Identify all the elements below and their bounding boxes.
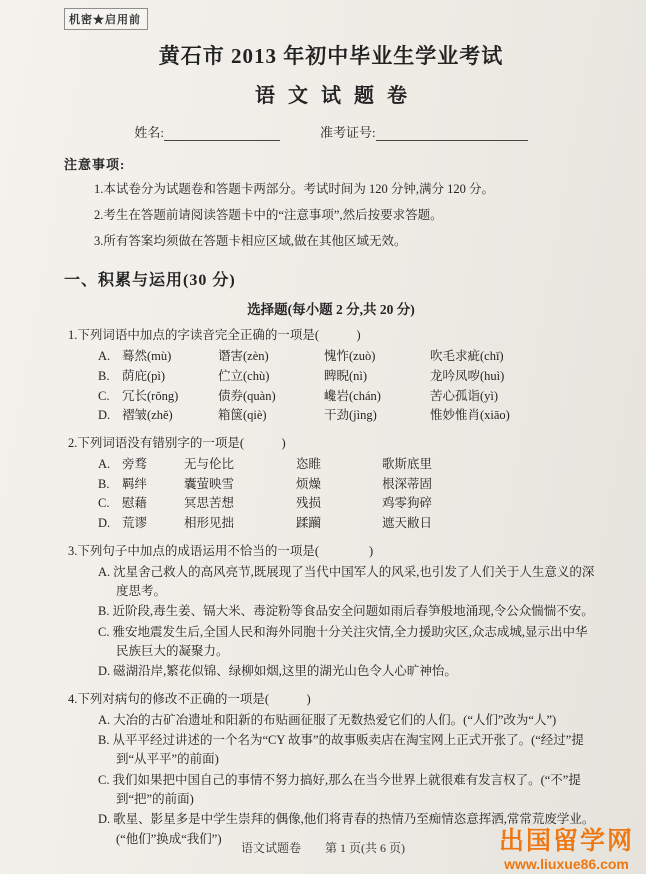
page-content bbox=[64, 8, 598, 849]
question-1-stem: 1.下列词语中加点的字读音完全正确的一项是( ) bbox=[68, 328, 361, 343]
option-text: 从平平经过讲述的一个名为“CY 故事”的故事贩卖店在淘宝网上正式开张了。(“经过”提到“从平平”的前面) bbox=[112, 732, 584, 767]
option-word: 惟妙惟肖(xiāo) bbox=[430, 408, 510, 423]
option-word: 无与伦比 bbox=[184, 456, 235, 471]
classification-stamp: 机密★启用前 bbox=[64, 8, 148, 30]
option-word: 箱箧(qiè) bbox=[218, 408, 267, 423]
option-label: D. bbox=[98, 812, 111, 827]
option-label: A. bbox=[98, 456, 111, 471]
option-word: 根深蒂固 bbox=[382, 476, 433, 491]
notice-item-1: 1.本试卷分为试题卷和答题卡两部分。考试时间为 120 分钟,满分 120 分。 bbox=[94, 182, 495, 196]
option-word: 冗长(rǒng) bbox=[122, 388, 179, 403]
option-word: 鸡零狗碎 bbox=[382, 496, 433, 511]
option-word: 债券(quàn) bbox=[218, 388, 276, 403]
option-label: B. bbox=[98, 476, 110, 491]
option-word: 巉岩(chán) bbox=[324, 388, 381, 403]
watermark-site-name: 出国留学网 bbox=[498, 827, 634, 856]
notice-block bbox=[64, 154, 598, 250]
question-1-option-d bbox=[98, 406, 598, 426]
question-1-option-b bbox=[98, 367, 598, 387]
option-word: 恣睢 bbox=[296, 456, 322, 471]
ticket-label: 准考证号: bbox=[320, 125, 376, 140]
question-1 bbox=[64, 326, 598, 426]
question-1-option-c bbox=[98, 387, 598, 407]
option-word: 残损 bbox=[296, 496, 322, 511]
name-blank-line bbox=[164, 126, 280, 141]
option-word: 歌斯底里 bbox=[382, 456, 433, 471]
option-word: 龙吟凤哕(huì) bbox=[430, 368, 505, 383]
option-label: D. bbox=[98, 516, 111, 530]
option-text: 大冶的古矿冶遗址和阳新的布贴画征服了无数热爱它们的人们。(“人们”改为“人”) bbox=[113, 712, 557, 727]
paper-subtitle: 语文试题卷 bbox=[255, 85, 420, 107]
question-3-option-c bbox=[98, 623, 598, 662]
option-word: 羁绊 bbox=[122, 476, 148, 491]
question-2 bbox=[64, 434, 598, 534]
option-word: 褶皱(zhě) bbox=[122, 408, 173, 423]
watermark-url: www.liuxue86.com bbox=[504, 855, 629, 872]
question-2-option-d bbox=[98, 514, 598, 534]
option-word: 遮天敝日 bbox=[382, 516, 433, 530]
option-text: 我们如果把中国自己的事情不努力搞好,那么在当今世界上就很难有发言权了。(“不”提到“把”的前面) bbox=[112, 772, 581, 806]
option-label: C. bbox=[98, 772, 110, 787]
option-label: A. bbox=[98, 349, 111, 363]
notice-title: 注意事项: bbox=[64, 157, 126, 172]
question-4 bbox=[64, 690, 598, 849]
option-word: 愧怍(zuò) bbox=[324, 349, 376, 363]
question-3-option-a bbox=[98, 563, 598, 602]
option-word: 睥睨(nì) bbox=[324, 368, 368, 383]
option-label: C. bbox=[98, 496, 110, 511]
candidate-info-line bbox=[64, 122, 598, 141]
question-2-option-a bbox=[98, 455, 598, 475]
exam-title: 黄石市 2013 年初中毕业生学业考试 bbox=[158, 44, 504, 68]
question-2-option-b bbox=[98, 475, 598, 495]
option-label: D. bbox=[98, 664, 111, 679]
ticket-blank-line bbox=[376, 126, 528, 141]
option-word: 烦燥 bbox=[296, 476, 322, 491]
option-word: 蹂躏 bbox=[296, 516, 322, 530]
page-footer: 语文试题卷 第 1 页(共 6 页) bbox=[241, 841, 405, 855]
question-4-stem: 4.下列对病句的修改不正确的一项是( ) bbox=[68, 691, 311, 706]
option-text: 雅安地震发生后,全国人民和海外同胞十分关注灾情,全力援助灾区,众志成城,显示出中华民族巨大的凝聚力。 bbox=[112, 624, 588, 658]
question-3 bbox=[64, 542, 598, 682]
name-label: 姓名: bbox=[134, 125, 164, 140]
option-word: 干劲(jìng) bbox=[324, 408, 377, 423]
option-word: 旁骛 bbox=[122, 456, 148, 471]
option-label: B. bbox=[98, 604, 110, 619]
option-word: 吹毛求疵(chī) bbox=[430, 349, 504, 363]
option-label: A. bbox=[98, 712, 111, 727]
option-word: 荒谬 bbox=[122, 516, 148, 530]
section-heading: 一、积累与运用(30 分) bbox=[64, 272, 236, 290]
option-label: A. bbox=[98, 564, 111, 579]
option-word: 相形见拙 bbox=[184, 516, 235, 530]
option-text: 磁湖沿岸,繁花似锦、绿柳如烟,这里的湖光山色令人心旷神怡。 bbox=[113, 664, 457, 679]
option-word: 伫立(chù) bbox=[218, 368, 270, 383]
question-1-option-a bbox=[98, 347, 598, 367]
option-word: 苦心孤诣(yì) bbox=[430, 388, 499, 403]
option-word: 冥思苦想 bbox=[184, 496, 235, 511]
section-subheading: 选择题(每小题 2 分,共 20 分) bbox=[247, 302, 415, 318]
question-2-option-c bbox=[98, 494, 598, 514]
option-word: 蓦然(mù) bbox=[122, 349, 172, 363]
question-2-stem: 2.下列词语没有错别字的一项是( ) bbox=[68, 436, 286, 450]
option-label: B. bbox=[98, 368, 110, 383]
option-text: 歌星、影星多是中学生崇拜的偶像,他们将青春的热情乃至痴情恣意挥洒,常常荒废学业。(“他们”换成“我们”) bbox=[113, 812, 595, 846]
option-text: 沈星舍己救人的高风亮节,既展现了当代中国军人的风采,也引发了人们关于人生意义的深度思考。 bbox=[113, 564, 595, 598]
question-3-option-d bbox=[98, 662, 598, 681]
notice-item-2: 2.考生在答题前请阅读答题卡中的“注意事项”,然后按要求答题。 bbox=[94, 207, 443, 222]
watermark bbox=[499, 827, 634, 872]
notice-item-3: 3.所有答案均须做在答题卡相应区域,做在其他区域无效。 bbox=[94, 233, 407, 248]
option-word: 慰藉 bbox=[122, 496, 148, 511]
option-word: 荫庇(pì) bbox=[122, 368, 166, 383]
option-label: D. bbox=[98, 408, 111, 423]
option-label: C. bbox=[98, 624, 110, 639]
option-label: B. bbox=[98, 732, 110, 747]
option-label: C. bbox=[98, 388, 110, 403]
option-word: 囊萤映雪 bbox=[184, 476, 235, 491]
option-text: 近阶段,毒生姜、镉大米、毒淀粉等食品安全问题如雨后春笋般地涌现,令公众惴惴不安。 bbox=[112, 604, 594, 619]
question-3-stem: 3.下列句子中加点的成语运用不恰当的一项是( ) bbox=[68, 543, 374, 558]
question-4-option-b bbox=[98, 731, 598, 770]
option-word: 谮害(zèn) bbox=[218, 349, 269, 363]
question-4-option-c bbox=[98, 771, 598, 810]
question-3-option-b bbox=[98, 602, 598, 621]
question-4-option-a bbox=[98, 711, 598, 730]
